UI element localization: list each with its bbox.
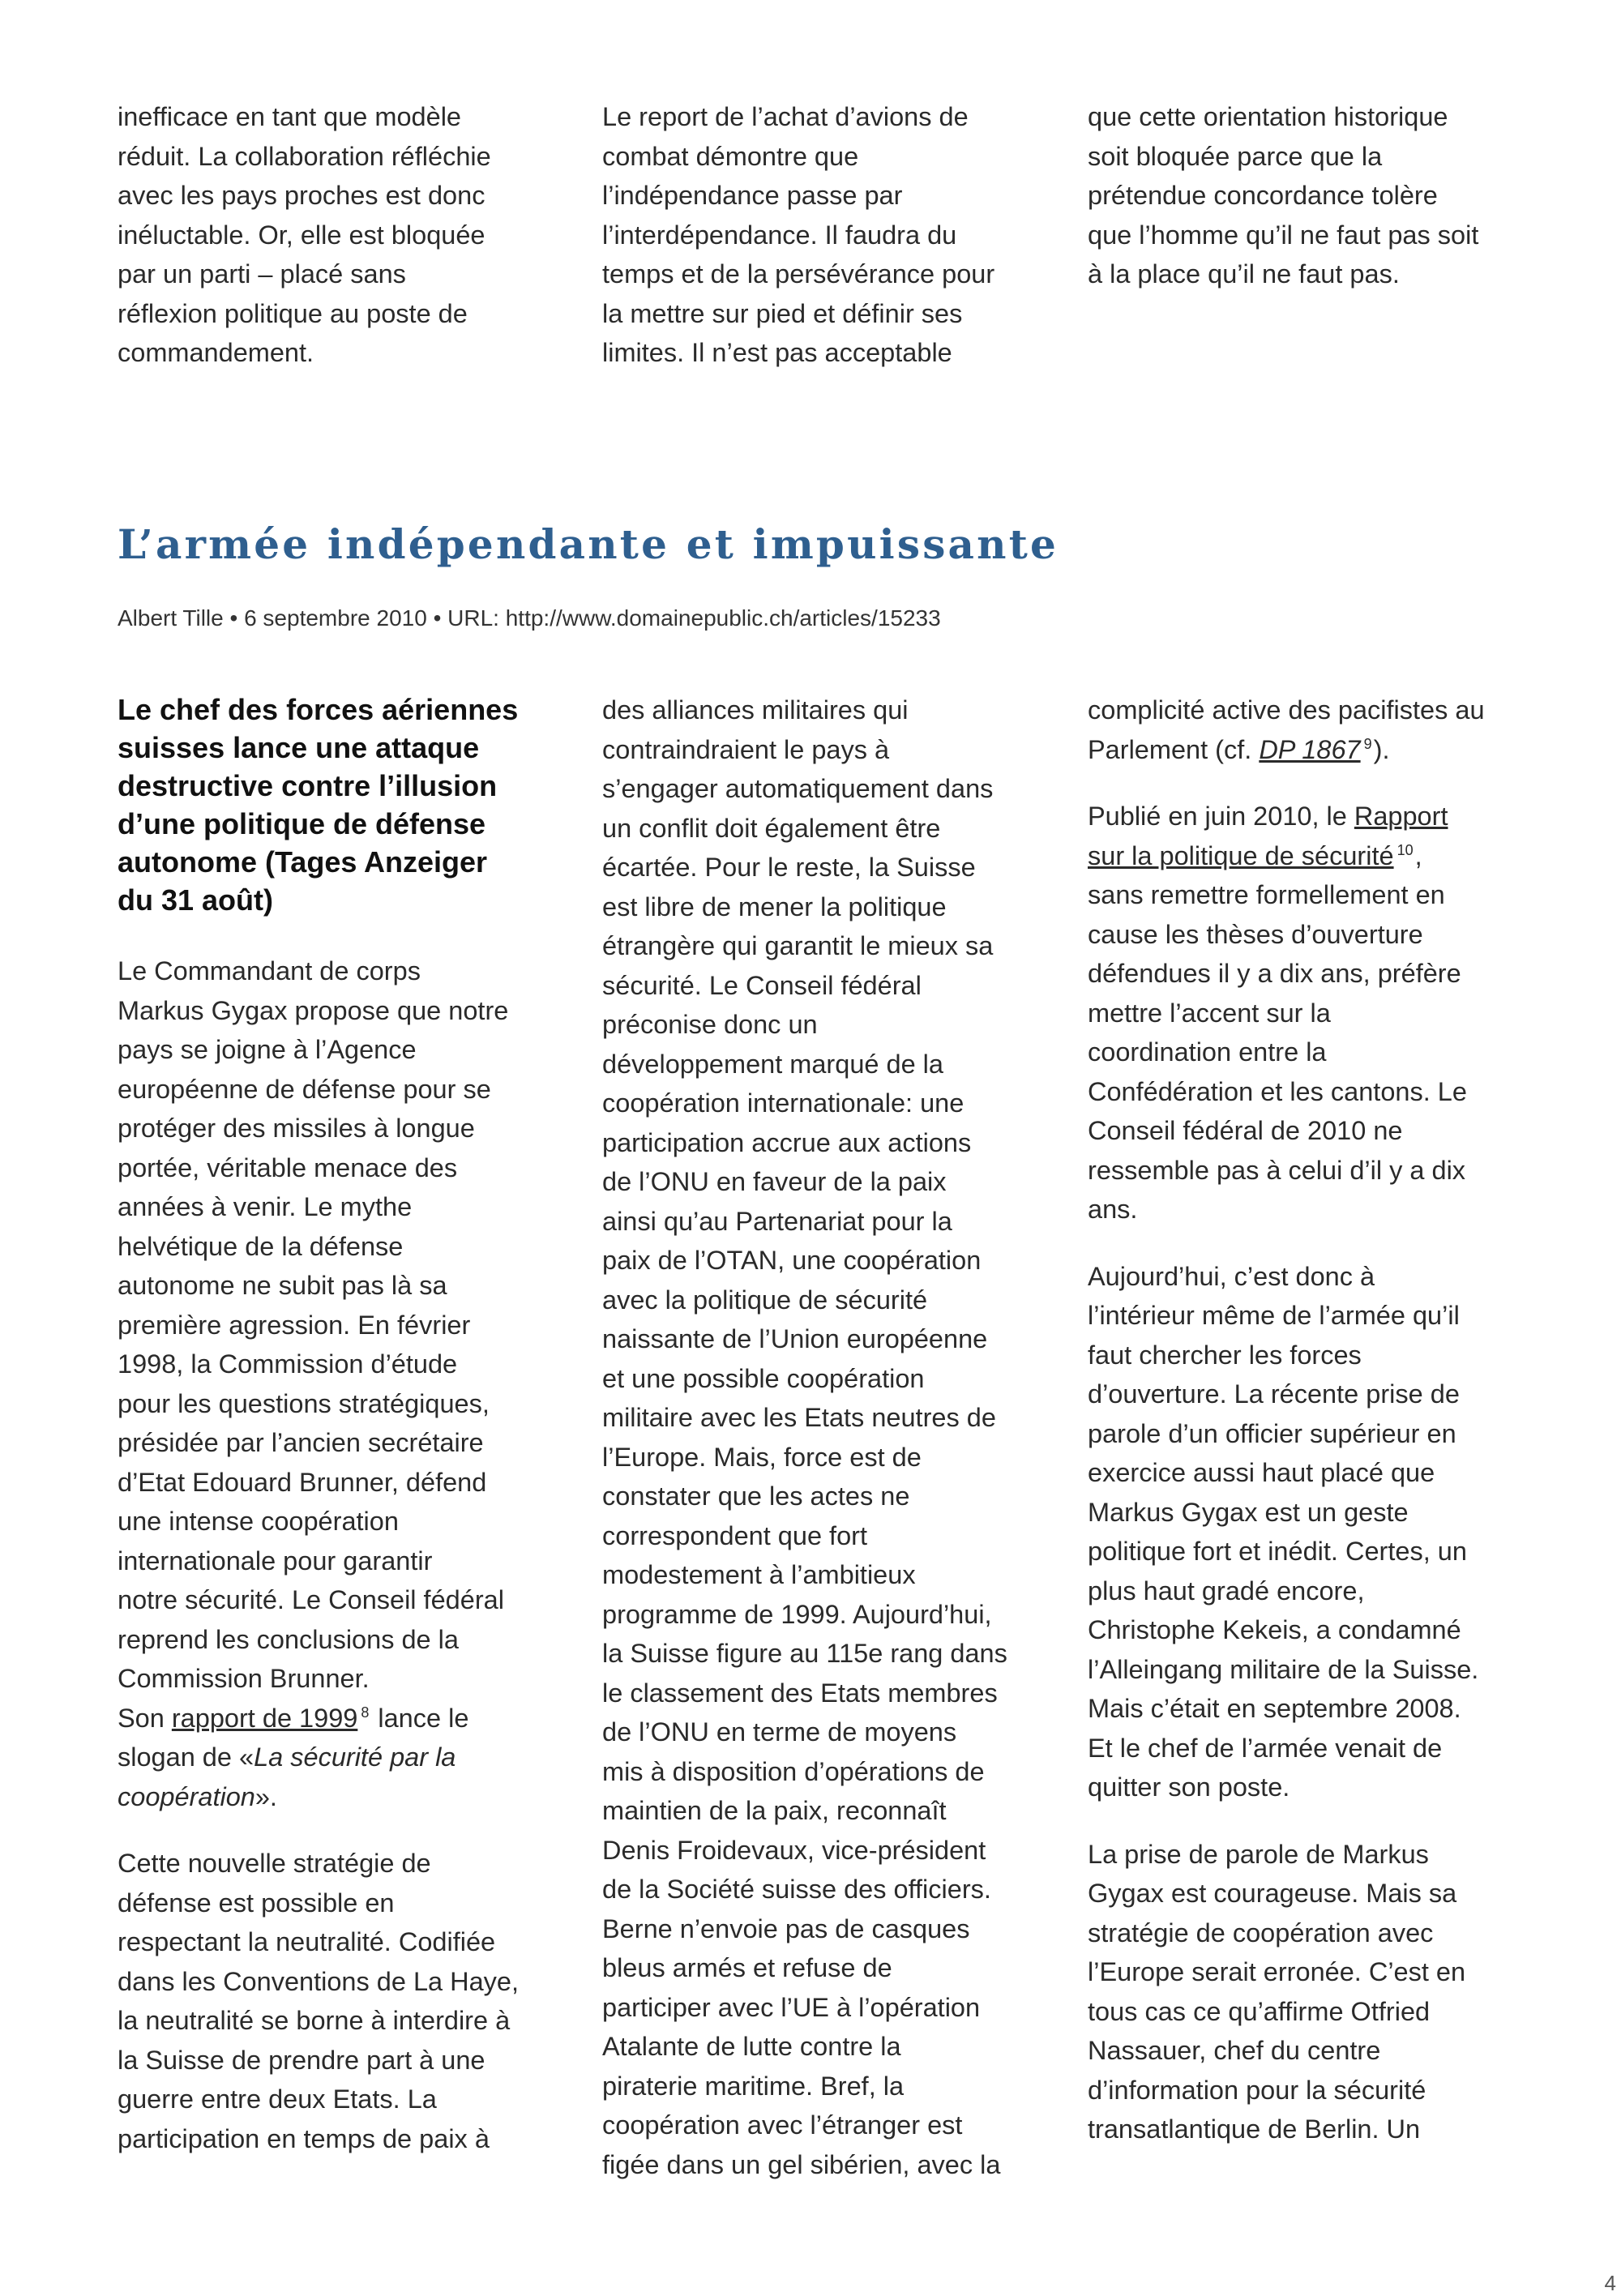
text-line: parole d’un officier supérieur en — [1088, 1418, 1456, 1448]
text-line: à la place qu’il ne faut pas. — [1088, 259, 1400, 289]
text-line: avec les pays proches est donc — [118, 181, 485, 210]
text-line: le classement des Etats membres — [602, 1678, 998, 1708]
link-dp-1867[interactable]: DP 1867 — [1259, 734, 1361, 764]
text-line: participer avec l’UE à l’opération — [602, 1992, 981, 2022]
text-line: ainsi qu’au Partenariat pour la — [602, 1206, 952, 1236]
text-line: réduit. La collaboration réfléchie — [118, 141, 491, 171]
text-line: guerre entre deux Etats. La — [118, 2084, 437, 2114]
text-line: préconise donc un — [602, 1010, 818, 1039]
text-line: dans les Conventions de La Haye, — [118, 1966, 520, 1996]
text-line: une intense coopération — [118, 1507, 399, 1536]
text-line: ressemble pas à celui d’il y a dix — [1088, 1155, 1466, 1185]
article-col1 — [118, 691, 555, 2186]
text-line: Le report de l’achat d’avions de — [602, 102, 969, 131]
slogan-line-1: slogan de «La sécurité par la — [118, 1742, 456, 1772]
footnote-9: 9 — [1363, 735, 1372, 752]
text-line: Atalante de lutte contre la — [602, 2032, 901, 2061]
text-line: cause les thèses d’ouverture — [1088, 919, 1423, 949]
text-line: l’Alleingang militaire de la Suisse. — [1088, 1654, 1479, 1684]
text-line: que l’homme qu’il ne faut pas soit — [1088, 220, 1479, 250]
text-line: européenne de défense pour se — [118, 1074, 491, 1104]
text-line: Conseil fédéral de 2010 ne — [1088, 1116, 1403, 1145]
text-line: Denis Froidevaux, vice-président — [602, 1835, 986, 1865]
text-line: mettre l’accent sur la — [1088, 998, 1331, 1028]
footnote-10: 10 — [1396, 841, 1414, 858]
text-line: bleus armés et refuse de — [602, 1953, 892, 1982]
text-line: stratégie de coopération avec — [1088, 1918, 1434, 1948]
text-line: Markus Gygax propose que notre — [118, 995, 509, 1025]
paragraph — [1088, 1835, 1525, 2149]
text-line: Le chef des forces aériennes — [118, 693, 519, 726]
text-line: soit bloquée parce que la — [1088, 141, 1383, 171]
text-line: inefficace en tant que modèle — [118, 102, 462, 131]
text-line: tous cas ce qu’affirme Otfried — [1088, 1996, 1431, 2026]
paragraph — [602, 97, 1040, 373]
slogan-line-2: coopération». — [118, 1781, 277, 1811]
text-line: l’interdépendance. Il faudra du — [602, 220, 957, 250]
article-byline: Albert Tille • 6 septembre 2010 • URL: http://www.domainepublic.ch/articles/15233 — [118, 605, 941, 631]
link-rapport-securite-cont[interactable]: sur la politique de sécurité — [1088, 840, 1394, 870]
text-line: et une possible coopération — [602, 1363, 925, 1393]
text-line: participation en temps de paix à — [118, 2123, 490, 2153]
rapport-line: Son rapport de 1999 $^8$ lance le — [118, 1703, 469, 1733]
prev-article-col3 — [1088, 97, 1525, 322]
text-line: étrangère qui garantit le mieux sa — [602, 931, 994, 960]
text-line: helvétique de la défense — [118, 1231, 404, 1261]
prev-article-col2 — [602, 97, 1040, 400]
text-line: destructive contre l’illusion — [118, 769, 498, 802]
text-line: que cette orientation historique — [1088, 102, 1448, 131]
text-line: pour les questions stratégiques, — [118, 1388, 490, 1418]
paragraph — [118, 1844, 555, 2158]
text-line: figée dans un gel sibérien, avec la — [602, 2149, 1001, 2179]
text-line: écartée. Pour le reste, la Suisse — [602, 853, 976, 882]
slogan-italic: La sécurité par la — [254, 1742, 456, 1772]
text-line: Berne n’envoie pas de casques — [602, 1913, 970, 1943]
text-line: est libre de mener la politique — [602, 891, 947, 921]
text-line: l’intérieur même de l’armée qu’il — [1088, 1301, 1460, 1330]
article-lead — [118, 691, 555, 919]
text-line: internationale pour garantir — [118, 1546, 433, 1576]
text-line: respectant la neutralité. Codifiée — [118, 1927, 496, 1956]
text-line: Aujourd’hui, c’est donc à — [1088, 1261, 1375, 1291]
text-line: Nassauer, chef du centre — [1088, 2036, 1381, 2065]
text-line: La prise de parole de Markus — [1088, 1839, 1429, 1869]
text-line: programme de 1999. Aujourd’hui, — [602, 1599, 992, 1629]
text-line: Gygax est courageuse. Mais sa — [1088, 1879, 1457, 1908]
text-line: coordination entre la — [1088, 1037, 1327, 1067]
text-line: coopération internationale: une — [602, 1088, 964, 1118]
text-line: la neutralité se borne à interdire à — [118, 2006, 511, 2035]
prev-article-col1 — [118, 97, 555, 400]
text-line: défendues il y a dix ans, préfère — [1088, 959, 1461, 988]
text-line: Commission Brunner. — [118, 1664, 370, 1693]
text-line: plus haut gradé encore, — [1088, 1576, 1365, 1605]
text-line: première agression. En février — [118, 1310, 471, 1340]
text-line: maintien de la paix, reconnaît — [602, 1796, 947, 1825]
text-line: notre sécurité. Le Conseil fédéral — [118, 1585, 504, 1614]
paragraph — [118, 97, 555, 373]
text-line: autonome (Tages Anzeiger — [118, 845, 488, 879]
text-line: Confédération et les cantons. Le — [1088, 1076, 1467, 1106]
dp1867-line: Parlement (cf. DP 1867 $^9$). — [1088, 734, 1390, 764]
text-line: de l’ONU en faveur de la paix — [602, 1167, 947, 1196]
text-line: d’information pour la sécurité — [1088, 2075, 1426, 2105]
text-line: quitter son poste. — [1088, 1772, 1290, 1802]
paragraph: Publié en juin 2010, le Rapport sur la politique de sécurité $^{10}$, sans remettre formellement en cause les thèses d’ouverture défendues il y a dix ans, préfère mettre l’accent sur la coordination entre la Confédération et les cantons. Le Conseil fédéral de 2010 ne ressemble pas à celui d’il y a dix ans. — [1088, 797, 1525, 1229]
text-line: s’engager automatiquement dans — [602, 774, 994, 803]
paragraph: complicité active des pacifistes au Parlement (cf. DP 1867 $^9$). — [1088, 691, 1525, 769]
text-line: inéluctable. Or, elle est bloquée — [118, 220, 485, 250]
text-line: d’ouverture. La récente prise de — [1088, 1379, 1460, 1409]
text-line: d’une politique de défense — [118, 807, 486, 840]
text-line: de la Société suisse des officiers. — [602, 1875, 991, 1904]
text-line: réflexion politique au poste de — [118, 298, 468, 328]
text-line: Cette nouvelle stratégie de — [118, 1849, 431, 1878]
text-line: ans. — [1088, 1195, 1138, 1224]
text-line: Markus Gygax est un geste — [1088, 1497, 1409, 1527]
text-line: autonome ne subit pas là sa — [118, 1271, 447, 1300]
paragraph — [118, 951, 555, 1816]
text-line: piraterie maritime. Bref, la — [602, 2071, 905, 2101]
text-line: des alliances militaires qui — [602, 695, 909, 725]
text-line: transatlantique de Berlin. Un — [1088, 2114, 1421, 2144]
text-line: correspondent que fort — [602, 1520, 868, 1550]
slogan-italic: coopération — [118, 1781, 255, 1811]
text-line: paix de l’OTAN, une coopération — [602, 1246, 982, 1275]
text-line: développement marqué de la — [602, 1049, 943, 1079]
text-line: Le Commandant de corps — [118, 956, 421, 986]
text-line: protéger des missiles à longue — [118, 1114, 475, 1143]
text-line: commandement. — [118, 338, 314, 367]
text-line: combat démontre que — [602, 141, 859, 171]
text-line: l’indépendance passe par — [602, 181, 903, 210]
paragraph — [602, 691, 1040, 2184]
text-line: limites. Il n’est pas acceptable — [602, 338, 952, 367]
text-line: temps et de la persévérance pour — [602, 259, 995, 289]
text-line: suisses lance une attaque — [118, 731, 480, 764]
page-number: 4 — [1604, 2271, 1616, 2295]
text-line: années à venir. Le mythe — [118, 1192, 413, 1221]
text-line: naissante de l’Union européenne — [602, 1324, 988, 1353]
text-line: modestement à l’ambitieux — [602, 1560, 916, 1589]
text-line: par un parti – placé sans — [118, 259, 406, 289]
text-line: contraindraient le pays à — [602, 734, 890, 764]
text-line: exercice aussi haut placé que — [1088, 1458, 1435, 1487]
text-line: la Suisse de prendre part à une — [118, 2045, 485, 2075]
text-line: portée, véritable menace des — [118, 1152, 458, 1182]
text-line: prétendue concordance tolère — [1088, 181, 1438, 210]
text-line: sans remettre formellement en — [1088, 880, 1445, 909]
text-line: l’Europe serait erronée. C’est en — [1088, 1957, 1466, 1986]
paragraph — [1088, 97, 1525, 294]
text-line: constater que les actes ne — [602, 1481, 910, 1511]
text-line: défense est possible en — [118, 1888, 395, 1918]
text-line: militaire avec les Etats neutres de — [602, 1403, 996, 1432]
footnote-8: 8 — [361, 1704, 370, 1721]
text-line: pays se joigne à l’Agence — [118, 1035, 417, 1064]
article-col3 — [1088, 691, 1525, 2177]
text-line: la Suisse figure au 115e rang dans — [602, 1639, 1007, 1668]
text-line: coopération avec l’étranger est — [602, 2110, 963, 2140]
text-line: politique fort et inédit. Certes, un — [1088, 1537, 1467, 1566]
text-line: sécurité. Le Conseil fédéral — [602, 970, 922, 1000]
text-line: reprend les conclusions de la — [118, 1624, 459, 1654]
text-line: faut chercher les forces — [1088, 1340, 1362, 1370]
text-line: du 31 août) — [118, 883, 274, 917]
text-line: Et le chef de l’armée venait de — [1088, 1733, 1443, 1763]
text-line: avec la politique de sécurité — [602, 1285, 928, 1315]
article-title: L’armée indépendante et impuissante — [118, 520, 1059, 568]
text-line: l’Europe. Mais, force est de — [602, 1442, 922, 1472]
text-line: de l’ONU en terme de moyens — [602, 1717, 957, 1747]
text-line: la mettre sur pied et définir ses — [602, 298, 963, 328]
text-line: mis à disposition d’opérations de — [602, 1756, 985, 1786]
text-line: participation accrue aux actions — [602, 1127, 972, 1157]
text-line: d’Etat Edouard Brunner, défend — [118, 1467, 487, 1497]
link-rapport-securite[interactable]: Rapport — [1354, 802, 1448, 831]
text-line: présidée par l’ancien secrétaire — [118, 1428, 484, 1457]
text-line: Mais c’était en septembre 2008. — [1088, 1694, 1461, 1723]
text-line: Christophe Kekeis, a condamné — [1088, 1615, 1461, 1644]
link-rapport-1999[interactable]: rapport de 1999 — [171, 1703, 358, 1733]
text-line: 1998, la Commission d’étude — [118, 1349, 458, 1379]
article-col2 — [602, 691, 1040, 2212]
paragraph — [1088, 1257, 1525, 1807]
text-line: un conflit doit également être — [602, 813, 941, 843]
